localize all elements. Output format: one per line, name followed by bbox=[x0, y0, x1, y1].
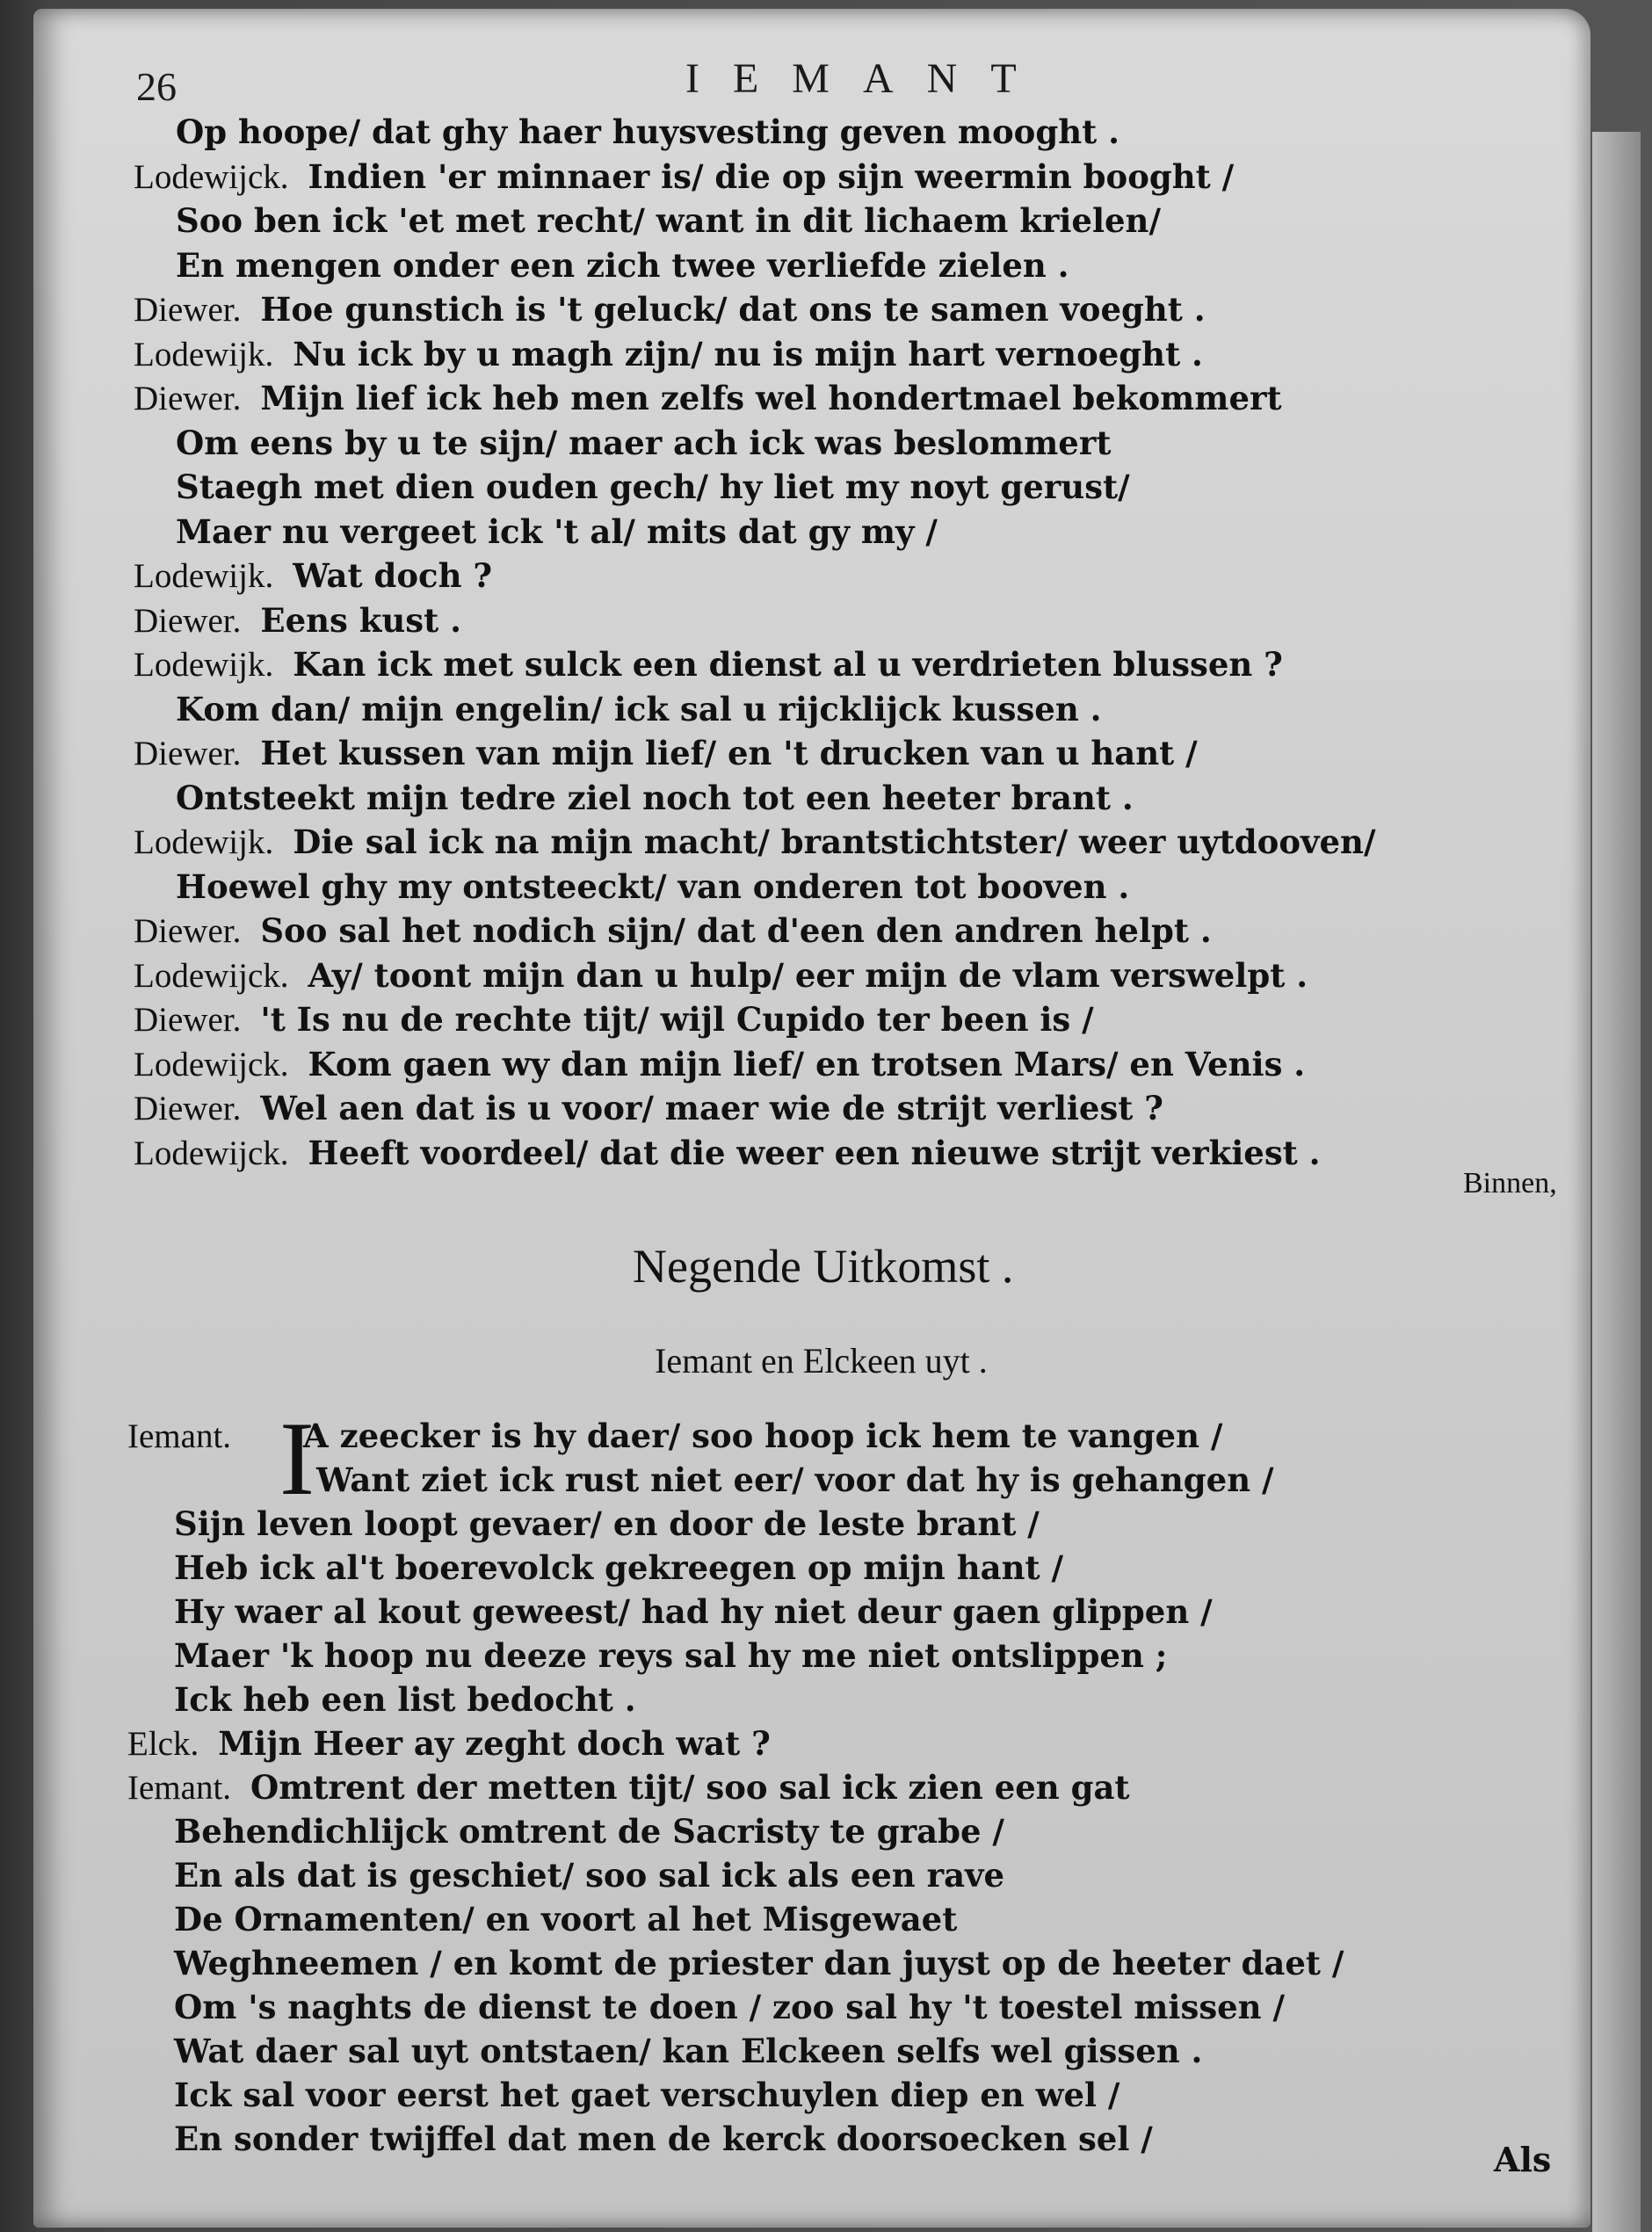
scene-heading: Negende Uitkomst . bbox=[633, 1240, 1014, 1293]
speaker-name: Diewer. bbox=[134, 912, 242, 950]
verse-text: Ick heb een list bedocht . bbox=[174, 1680, 636, 1719]
dialogue-line bbox=[174, 1680, 636, 1719]
speaker-name: Diewer. bbox=[134, 380, 242, 417]
dialogue-line bbox=[174, 1812, 1004, 1851]
verse-text: Weghneemen / en komt de priester dan juyst op de heeter daet / bbox=[174, 1944, 1344, 1982]
verse-text: En sonder twijffel dat men de kerck doorsoecken sel / bbox=[174, 2120, 1153, 2158]
verse-text: Omtrent der metten tijt/ soo sal ick zien een gat bbox=[250, 1768, 1130, 1807]
dialogue-line bbox=[127, 1724, 771, 1764]
dialogue-line bbox=[134, 823, 1375, 862]
dialogue-line bbox=[134, 911, 1212, 951]
dialogue-line bbox=[134, 956, 1308, 996]
verse-text: Ick sal voor eerst het gaet verschuylen diep en wel / bbox=[174, 2076, 1120, 2114]
verse-text: Hoe gunstich is 't geluck/ dat ons te samen voeght . bbox=[260, 290, 1206, 329]
dialogue-line bbox=[134, 290, 1206, 330]
next-page-edge bbox=[1590, 132, 1641, 2232]
stage-direction: Binnen, bbox=[1463, 1167, 1557, 1199]
verse-text: Soo sal het nodich sijn/ dat d'een den andren helpt . bbox=[260, 911, 1212, 950]
dialogue-line bbox=[174, 1592, 1213, 1631]
speaker-name: Lodewijck. bbox=[134, 1045, 289, 1083]
verse-text: Heeft voordeel/ dat die weer een nieuwe strijt verkiest . bbox=[308, 1133, 1321, 1172]
speaker-name: Elck. bbox=[127, 1725, 199, 1763]
speaker-name: Iemant. bbox=[127, 1417, 232, 1455]
dialogue-line bbox=[174, 2120, 1153, 2158]
dialogue-line bbox=[176, 467, 1130, 506]
dialogue-line bbox=[134, 1089, 1163, 1128]
speaker-name: Lodewijk. bbox=[134, 557, 274, 595]
verse-text: Om 's naghts de dienst te doen / zoo sal hy 't toestel missen / bbox=[174, 1988, 1285, 2026]
verse-text: Indien 'er minnaer is/ die op sijn weermin booght / bbox=[308, 156, 1235, 196]
verse-text: De Ornamenten/ en voort al het Misgewaet bbox=[174, 1900, 958, 1939]
catchword: Als bbox=[1494, 2140, 1552, 2179]
dialogue-line bbox=[174, 1900, 957, 1939]
speaker-name: Diewer. bbox=[134, 291, 242, 329]
dialogue-line bbox=[176, 201, 1161, 240]
dialogue-line bbox=[176, 690, 1102, 728]
verse-text: Hoewel ghy my ontsteeckt/ van onderen tot booven . bbox=[176, 866, 1130, 906]
verse-text: Nu ick by u magh zijn/ nu is mijn hart vernoeght . bbox=[293, 334, 1203, 373]
verse-text: Kom gaen wy dan mijn lief/ en trotsen Mars/ en Venis . bbox=[308, 1044, 1306, 1083]
verse-text: 't Is nu de rechte tijt/ wijl Cupido ter been is / bbox=[260, 1000, 1094, 1039]
dialogue-line bbox=[134, 645, 1283, 685]
dialogue-line bbox=[174, 1504, 1040, 1543]
verse-text: Mijn lief ick heb men zelfs wel hondertmael bekommert bbox=[260, 379, 1282, 417]
dialogue-line bbox=[174, 1856, 1004, 1895]
verse-text: Die sal ick na mijn macht/ brantstichtster/ weer uytdooven/ bbox=[293, 823, 1376, 861]
dialogue-line bbox=[134, 1000, 1094, 1040]
speaker-name: Diewer. bbox=[134, 601, 242, 640]
verse-text: Op hoope/ dat ghy haer huysvesting geven mooght . bbox=[176, 112, 1119, 151]
dialogue-line bbox=[174, 2032, 1202, 2070]
verse-text: Heb ick al't boerevolck gekreegen op mijn hant / bbox=[174, 1548, 1063, 1587]
dialogue-line bbox=[134, 335, 1203, 374]
dialogue-line bbox=[176, 867, 1129, 906]
scene-subheading: Iemant en Elckeen uyt . bbox=[655, 1341, 988, 1381]
speaker-name: Lodewijk. bbox=[134, 646, 274, 684]
speaker-name: Diewer. bbox=[134, 1001, 242, 1039]
verse-text: Om eens by u te sijn/ maer ach ick was beslommert bbox=[176, 423, 1112, 462]
verse-text: Kan ick met sulck een dienst al u verdrieten blussen ? bbox=[293, 645, 1283, 684]
verse-text: Sijn leven loopt gevaer/ en door de leste brant / bbox=[174, 1504, 1040, 1543]
speaker-name: Lodewijck. bbox=[134, 956, 289, 995]
dialogue-line bbox=[134, 1045, 1305, 1084]
dialogue-line bbox=[176, 512, 938, 551]
dialogue-line bbox=[316, 1460, 1274, 1499]
dialogue-line bbox=[134, 601, 461, 641]
verse-text: Want ziet ick rust niet eer/ voor dat hy is gehangen / bbox=[316, 1460, 1274, 1499]
dialogue-line bbox=[174, 2076, 1119, 2114]
verse-text: Eens kust . bbox=[260, 600, 461, 640]
verse-text: A zeecker is hy daer/ soo hoop ick hem te vangen / bbox=[303, 1417, 1223, 1455]
dialogue-line bbox=[176, 112, 1119, 151]
verse-text: Ay/ toont mijn dan u hulp/ eer mijn de vlam verswelpt . bbox=[308, 955, 1308, 995]
speaker-name: Iemant. bbox=[127, 1769, 232, 1807]
dialogue-line bbox=[176, 424, 1111, 462]
verse-text: Wat daer sal uyt ontstaen/ kan Elckeen selfs wel gissen . bbox=[174, 2032, 1203, 2070]
verse-text: Behendichlijck omtrent de Sacristy te grabe / bbox=[174, 1812, 1004, 1851]
dialogue-line bbox=[134, 157, 1234, 197]
speaker-name: Diewer. bbox=[134, 1090, 242, 1127]
speaker-name: Lodewijck. bbox=[134, 1134, 289, 1172]
verse-text: Hy waer al kout geweest/ had hy niet deur gaen glippen / bbox=[174, 1592, 1213, 1631]
verse-text: Maer nu vergeet ick 't al/ mits dat gy my / bbox=[176, 511, 938, 551]
verse-text: Mijn Heer ay zeght doch wat ? bbox=[218, 1724, 771, 1763]
dialogue-line bbox=[134, 556, 492, 596]
dialogue-line bbox=[134, 734, 1198, 773]
verse-text: En mengen onder een zich twee verliefde zielen . bbox=[176, 245, 1069, 285]
dialogue-line bbox=[174, 1636, 1167, 1675]
verse-text: Soo ben ick 'et met recht/ want in dit lichaem krielen/ bbox=[176, 201, 1161, 240]
speaker-name: Lodewijck. bbox=[134, 157, 289, 196]
verse-text: En als dat is geschiet/ soo sal ick als een rave bbox=[174, 1856, 1005, 1895]
dialogue-line bbox=[127, 1768, 1130, 1808]
dialogue-line bbox=[174, 1944, 1344, 1982]
drop-cap: I bbox=[279, 1400, 315, 1517]
verse-text: Maer 'k hoop nu deeze reys sal hy me niet ontslippen ; bbox=[174, 1636, 1168, 1675]
verse-text: Het kussen van mijn lief/ en 't drucken van u hant / bbox=[260, 734, 1198, 772]
verse-text: Kom dan/ mijn engelin/ ick sal u rijcklijck kussen . bbox=[176, 689, 1102, 728]
dialogue-line bbox=[127, 1417, 1222, 1456]
verse-text: Staegh met dien ouden gech/ hy liet my noyt gerust/ bbox=[176, 467, 1130, 506]
dialogue-line bbox=[174, 1548, 1063, 1587]
speaker-name: Diewer. bbox=[134, 735, 242, 772]
dialogue-line bbox=[134, 379, 1282, 418]
dialogue-line bbox=[176, 246, 1069, 285]
page-number: 26 bbox=[136, 64, 177, 109]
dialogue-line bbox=[176, 779, 1134, 817]
dialogue-line bbox=[174, 1988, 1285, 2026]
verse-text: Ontsteekt mijn tedre ziel noch tot een heeter brant . bbox=[176, 778, 1134, 817]
speaker-name: Lodewijk. bbox=[134, 335, 274, 373]
verse-text: Wel aen dat is u voor/ maer wie de strijt verliest ? bbox=[260, 1089, 1163, 1127]
dialogue-line bbox=[134, 1134, 1321, 1173]
verse-text: Wat doch ? bbox=[293, 556, 493, 595]
speaker-name: Lodewijk. bbox=[134, 823, 274, 861]
running-head: IEMANT bbox=[685, 55, 1050, 102]
